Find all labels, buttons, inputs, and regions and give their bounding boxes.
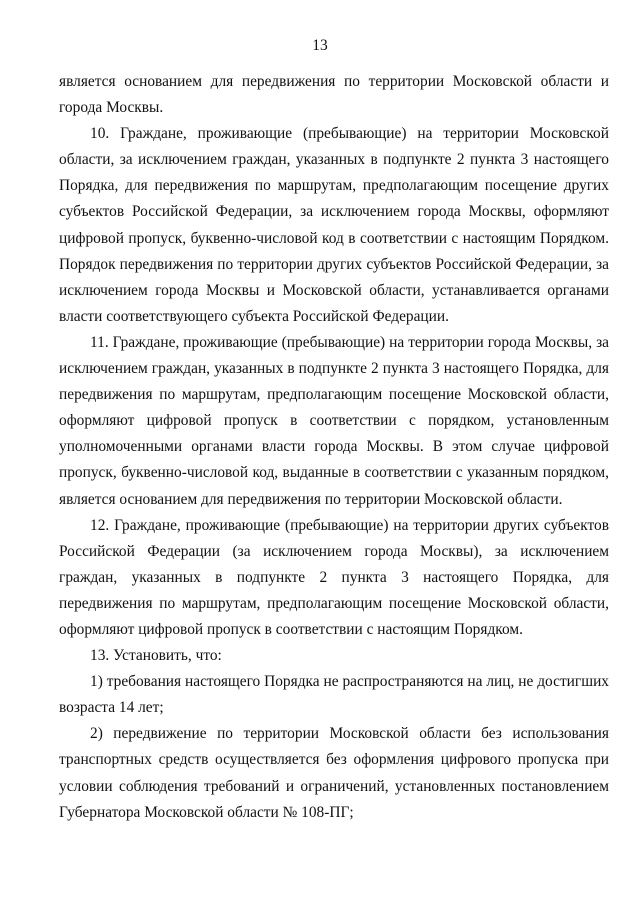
paragraph-subitem-1: 1) требования настоящего Порядка не распространяются на лиц, не достигших возраста 14 лет; [59,673,609,717]
paragraph-item-12: 12. Граждане, проживающие (пребывающие) на территории других субъектов Российской Федерации (за исключением города Москвы), за исключением граждан, указанных в подпункте 2 пункта 3 настоящего Порядка, для передвижения по маршрутам, предполагающим посещение Московской области, оформляют цифровой пропуск в соответствии с настоящим Порядком. [59,516,609,638]
paragraph-continuation: является основанием для передвижения по территории Московской области и города Москвы. [59,73,609,117]
paragraph-item-10: 10. Граждане, проживающие (пребывающие) на территории Московской области, за исключением граждан, указанных в подпункте 2 пункта 3 настоящего Порядка, для передвижения по маршрутам, предполагающим посещение других субъектов Российской Федерации, за исключением города Москвы, оформляют цифровой пропуск, буквенно-числовой код в соответствии с настоящим Порядком. Порядок передвижения по территории других субъектов Российской Федерации, за исключением города Москвы и Московской области, устанавливается органами власти соответствующего субъекта Российской Федерации. [59,125,609,325]
page-number: 13 [312,37,328,54]
paragraph-item-11: 11. Граждане, проживающие (пребывающие) на территории города Москвы, за исключением граждан, указанных в подпункте 2 пункта 3 настоящего Порядка, для передвижения по маршрутам, предполагающим посещение Московской области, оформляют цифровой пропуск в соответствии с порядком, установленным уполномоченными органами власти города Москвы. В этом случае цифровой пропуск, буквенно-числовой код, выданные в соответствии с указанным порядком, является основанием для передвижения по территории Московской области. [59,333,609,508]
paragraph-subitem-2: 2) передвижение по территории Московской области без использования транспортных средств осуществляется без оформления цифрового пропуска при условии соблюдения требований и ограничений, установленных постановлением Губернатора Московской области № 108-ПГ; [59,725,609,821]
paragraph-item-13: 13. Установить, что: [90,647,222,665]
document-body [59,69,609,826]
